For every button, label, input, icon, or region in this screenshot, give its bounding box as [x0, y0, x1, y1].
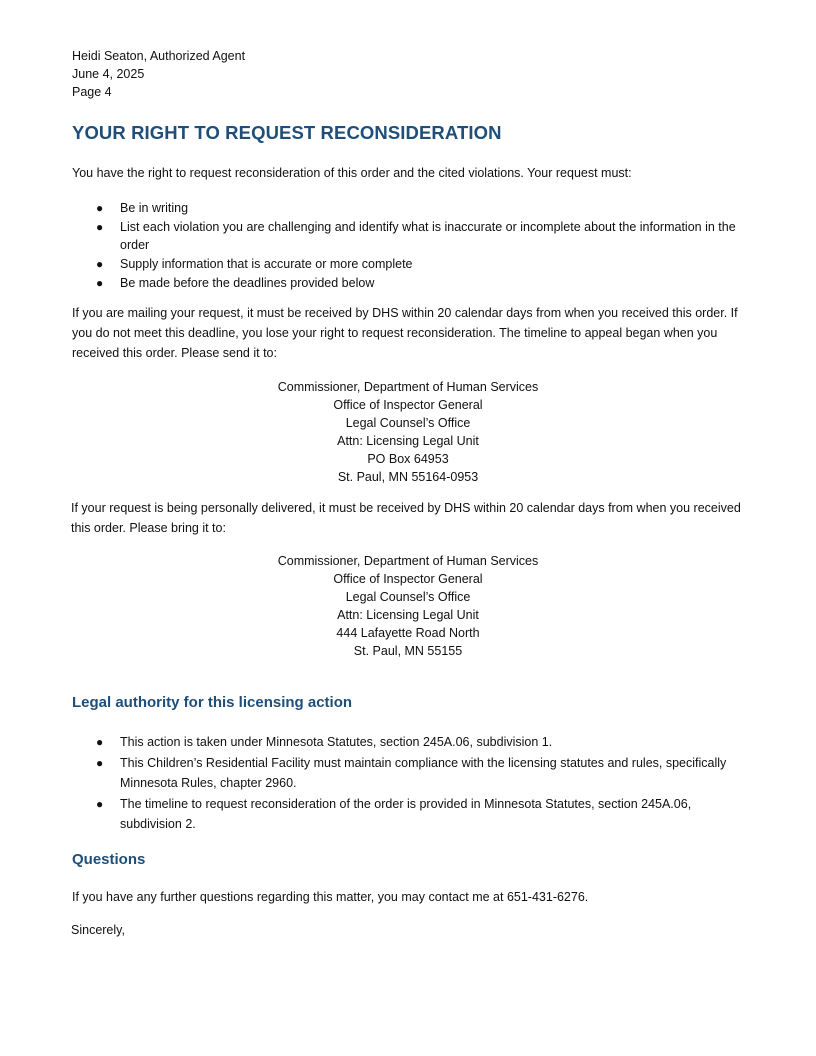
address-line: Office of Inspector General — [333, 572, 483, 586]
questions-paragraph: If you have any further questions regarding this matter, you may contact me at 651-431-6276. — [72, 890, 589, 904]
delivery-paragraph: If your request is being personally delivered, it must be received by DHS within 20 calendar days from when you received this order. Please bring it to: — [71, 501, 741, 535]
list-item-text: The timeline to request reconsideration of the order is provided in Minnesota Statutes, section 245A.06, subdivision 2. — [120, 797, 692, 831]
address-line: 444 Lafayette Road North — [336, 626, 480, 640]
bullet-icon: ● — [96, 257, 104, 271]
mailing-address — [208, 378, 608, 486]
address-line: PO Box 64953 — [367, 452, 449, 466]
bullet-icon: ● — [96, 201, 104, 215]
list-item-text: This Children’s Residential Facility must maintain compliance with the licensing statutes and rules, specifically Minnesota Rules, chapter 2960. — [120, 756, 727, 790]
mailing-paragraph: If you are mailing your request, it must be received by DHS within 20 calendar days from when you received this order. If you do not meet this deadline, you lose your right to request reconsideration. The timeline to appeal began when you received this order. Please send it to: — [72, 306, 738, 360]
requirements-list — [96, 199, 736, 293]
list-item — [96, 274, 736, 292]
address-line: Legal Counsel’s Office — [345, 416, 471, 430]
legal-authority-list — [96, 732, 736, 835]
list-item — [96, 732, 736, 752]
address-line: Attn: Licensing Legal Unit — [337, 434, 479, 448]
list-item — [96, 255, 736, 273]
header-date: June 4, 2025 — [72, 67, 145, 81]
address-line: St. Paul, MN 55164-0953 — [337, 470, 479, 484]
address-line: Commissioner, Department of Human Services — [277, 380, 539, 394]
bullet-icon: ● — [96, 756, 104, 770]
address-line: Legal Counsel’s Office — [345, 590, 471, 604]
bullet-icon: ● — [96, 276, 104, 290]
list-item — [96, 753, 736, 793]
address-line: Commissioner, Department of Human Services — [277, 554, 539, 568]
legal-authority-heading: Legal authority for this licensing action — [72, 694, 353, 711]
list-item-text: Be in writing — [120, 201, 189, 215]
header-page-number: Page 4 — [72, 85, 112, 99]
delivery-address — [208, 552, 608, 660]
bullet-icon: ● — [96, 735, 104, 749]
list-item — [96, 218, 736, 254]
list-item — [96, 794, 736, 834]
address-line: St. Paul, MN 55155 — [353, 644, 463, 658]
intro-paragraph: You have the right to request reconsideration of this order and the cited violations. Your request must: — [72, 166, 632, 180]
list-item-text: Supply information that is accurate or more complete — [120, 257, 413, 271]
list-item-text: Be made before the deadlines provided below — [120, 276, 375, 290]
list-item-text: List each violation you are challenging and identify what is inaccurate or incomplete about the information in the order — [120, 220, 736, 252]
bullet-icon: ● — [96, 220, 104, 234]
list-item-text: This action is taken under Minnesota Statutes, section 245A.06, subdivision 1. — [120, 735, 553, 749]
bullet-icon: ● — [96, 797, 104, 811]
questions-heading: Questions — [72, 851, 146, 868]
header-name: Heidi Seaton, Authorized Agent — [72, 49, 246, 63]
page-title: YOUR RIGHT TO REQUEST RECONSIDERATION — [72, 122, 502, 143]
closing-text: Sincerely, — [71, 923, 125, 937]
address-line: Attn: Licensing Legal Unit — [337, 608, 479, 622]
list-item — [96, 199, 736, 217]
address-line: Office of Inspector General — [333, 398, 483, 412]
